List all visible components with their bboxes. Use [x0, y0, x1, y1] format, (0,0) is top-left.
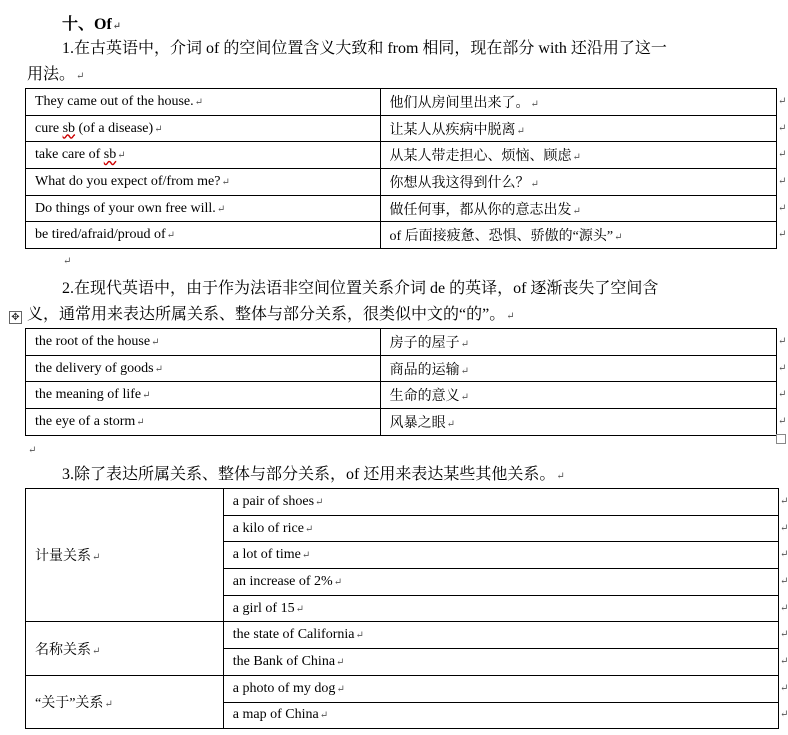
row-end-mark: ↵ — [780, 655, 788, 667]
row-end-mark: ↵ — [780, 709, 788, 721]
paragraph-mark: ↵ — [530, 98, 539, 110]
table-other-relations — [25, 488, 779, 729]
relation-category-cell-text: 计量关系 — [35, 549, 91, 565]
english-phrase-cell — [26, 382, 381, 409]
paragraph-mark: ↵ — [355, 630, 364, 642]
paragraph-mark: ↵ — [166, 230, 176, 242]
paragraph-mark: ↵ — [92, 552, 101, 564]
row-end-mark: ↵ — [780, 682, 788, 694]
chinese-meaning-cell — [380, 142, 777, 169]
example-phrase-cell — [223, 569, 778, 596]
relation-category-cell — [26, 489, 224, 622]
paragraph-mark: ↵ — [446, 418, 455, 430]
table-old-english-body — [26, 89, 777, 249]
row-end-mark: ↵ — [780, 629, 788, 641]
paragraph-mark: ↵ — [92, 645, 101, 657]
table-row — [26, 142, 777, 169]
paragraph-mark: ↵ — [136, 416, 145, 428]
row-end-mark: ↵ — [780, 495, 788, 507]
paragraph-mark: ↵ — [506, 311, 515, 322]
paragraph-mark: ↵ — [319, 710, 329, 722]
para1-line1-text: 1.在古英语中，介词 of 的空间位置含义大致和 from 相同，现在部分 with 还沿用了这一 — [62, 40, 667, 57]
paragraph-mark: ↵ — [315, 496, 324, 508]
example-phrase-cell — [223, 702, 778, 729]
english-phrase-cell — [26, 89, 381, 116]
english-phrase-cell — [26, 329, 381, 356]
row-end-mark: ↵ — [778, 362, 787, 374]
example-phrase-cell — [223, 649, 778, 676]
english-phrase-cell — [26, 115, 381, 142]
relation-category-cell-text: “关于”关系 — [35, 696, 104, 711]
chinese-meaning-cell — [380, 89, 777, 116]
row-end-mark: ↵ — [778, 335, 787, 347]
english-phrase-cell-text: be tired/afraid/proud of — [35, 227, 166, 243]
paragraph-mark: ↵ — [194, 96, 204, 108]
english-phrase-cell-text: the root of the house — [35, 333, 151, 349]
row-end-mark: ↵ — [778, 389, 787, 401]
chinese-meaning-cell — [380, 169, 777, 196]
para1-line2-text: 用法。 — [27, 66, 76, 83]
table-row — [26, 382, 777, 409]
row-end-mark: ↵ — [778, 149, 787, 161]
example-phrase-cell-text: the state of California — [232, 627, 355, 643]
row-end-mark: ↵ — [780, 549, 788, 561]
chinese-meaning-cell-text: 你想从我这得到什么？ — [389, 175, 530, 191]
paragraph-mark: ↵ — [301, 550, 311, 562]
chinese-meaning-cell — [380, 195, 777, 222]
example-phrase-cell-text: a pair of shoes — [232, 493, 315, 509]
example-phrase-cell — [223, 595, 778, 622]
row-end-mark: ↵ — [780, 575, 788, 587]
chinese-meaning-cell-text: 做任何事，都从你的意志出发 — [389, 202, 572, 218]
table-row — [26, 195, 777, 222]
chinese-meaning-cell — [380, 222, 777, 249]
paragraph-mark: ↵ — [221, 176, 230, 188]
paragraph-mark: ↵ — [151, 336, 160, 348]
table-modern-english — [25, 328, 777, 436]
english-phrase-cell-text: cure sb (of a disease) — [35, 120, 154, 136]
english-phrase-cell-text: the delivery of goods — [35, 360, 154, 376]
english-phrase-cell-text: They came out of the house. — [35, 93, 194, 109]
chinese-meaning-cell — [380, 382, 776, 409]
example-phrase-cell-text: a girl of 15 — [232, 600, 295, 616]
paragraph-mark: ↵ — [216, 203, 226, 215]
example-phrase-cell — [223, 515, 778, 542]
table-row — [26, 169, 777, 196]
section-title — [62, 11, 121, 34]
example-phrase-cell-text: a kilo of rice — [232, 520, 304, 536]
paragraph-mark: ↵ — [556, 471, 565, 482]
table-old-english — [25, 88, 777, 249]
para2-line2 — [27, 301, 515, 330]
table-row — [26, 89, 777, 116]
paragraph-mark: ↵ — [530, 178, 539, 190]
paragraph-mark: ↵ — [572, 152, 581, 164]
row-end-mark: ↵ — [780, 522, 788, 534]
table-other-relations-body — [26, 489, 779, 729]
example-phrase-cell — [223, 622, 778, 649]
table-row — [26, 622, 779, 649]
chinese-meaning-cell-text: 商品的运输 — [389, 362, 460, 378]
table-row — [26, 675, 779, 702]
para1-line1 — [62, 35, 667, 62]
table-row — [26, 222, 777, 249]
paragraph-mark: ↵ — [336, 656, 345, 668]
table-row — [26, 355, 777, 382]
english-phrase-cell-text: What do you expect of/from me? — [35, 173, 221, 189]
paragraph-mark: ↵ — [516, 125, 525, 137]
paragraph-mark: ↵ — [460, 365, 469, 377]
chinese-meaning-cell-text: 生命的意义 — [389, 389, 460, 405]
paragraph-mark: ↵ — [460, 392, 469, 404]
chinese-meaning-cell — [380, 115, 777, 142]
row-end-mark: ↵ — [778, 415, 787, 427]
chinese-meaning-cell-text: of 后面接疲惫、恐惧、骄傲的“源头” — [389, 229, 614, 245]
english-phrase-cell — [26, 169, 381, 196]
paragraph-mark: ↵ — [614, 232, 623, 244]
chinese-meaning-cell — [380, 409, 776, 436]
chinese-meaning-cell-text: 房子的屋子 — [389, 335, 460, 351]
paragraph-mark: ↵ — [63, 256, 72, 267]
paragraph-mark: ↵ — [76, 71, 85, 82]
paragraph-mark: ↵ — [295, 603, 304, 615]
example-phrase-cell-text: a photo of my dog — [232, 680, 336, 696]
para2-line1-text: 2.在现代英语中，由于作为法语非空间位置关系介词 de 的英译，of 逐渐丧失了空间含 — [62, 280, 659, 297]
paragraph-mark: ↵ — [154, 363, 163, 375]
para2-line1 — [62, 275, 658, 302]
relation-category-cell — [26, 622, 224, 675]
row-end-mark: ↵ — [778, 122, 787, 134]
table-row — [26, 329, 777, 356]
english-phrase-cell — [26, 195, 381, 222]
example-phrase-cell-text: an increase of 2% — [232, 573, 333, 589]
paragraph-mark: ↵ — [572, 205, 581, 217]
relation-category-cell-text: 名称关系 — [35, 642, 91, 658]
paragraph-mark: ↵ — [117, 150, 126, 162]
english-phrase-cell — [26, 142, 381, 169]
relation-category-cell — [26, 675, 224, 728]
section-title-text: 十、Of — [62, 16, 112, 33]
example-phrase-cell-text: the Bank of China — [232, 653, 336, 669]
english-phrase-cell-text: take care of sb — [35, 147, 117, 163]
row-end-mark: ↵ — [780, 602, 788, 614]
example-phrase-cell — [223, 489, 778, 516]
row-end-mark: ↵ — [778, 175, 787, 187]
example-phrase-cell — [223, 542, 778, 569]
paragraph-mark: ↵ — [336, 683, 345, 695]
chinese-meaning-cell — [380, 355, 776, 382]
para3 — [62, 461, 565, 490]
example-phrase-cell-text: a map of China — [232, 707, 319, 723]
example-phrase-cell-text: a lot of time — [232, 547, 301, 563]
english-phrase-cell — [26, 222, 381, 249]
english-phrase-cell-text: the meaning of life — [35, 387, 142, 403]
chinese-meaning-cell-text: 风暴之眼 — [389, 415, 446, 431]
paragraph-mark: ↵ — [333, 576, 343, 588]
example-phrase-cell — [223, 675, 778, 702]
paragraph-mark: ↵ — [112, 21, 122, 32]
table-row — [26, 409, 777, 436]
chinese-meaning-cell-text: 他们从房间里出来了。 — [389, 95, 530, 111]
chinese-meaning-cell-text: 让某人从疾病中脱离 — [389, 122, 516, 138]
paragraph-mark: ↵ — [104, 699, 113, 710]
paragraph-mark: ↵ — [154, 123, 163, 135]
paragraph-mark: ↵ — [460, 338, 469, 350]
chinese-meaning-cell — [380, 329, 776, 356]
paragraph-mark: ↵ — [304, 523, 314, 535]
table-move-icon[interactable]: ✥ — [9, 311, 22, 324]
english-phrase-cell — [26, 355, 381, 382]
chinese-meaning-cell-text: 从某人带走担心、烦恼、顾虑 — [389, 149, 572, 165]
para1-line2 — [27, 61, 84, 90]
row-end-mark: ↵ — [778, 229, 787, 241]
table-modern-english-body — [26, 329, 777, 436]
table-row — [26, 115, 777, 142]
english-phrase-cell-text: Do things of your own free will. — [35, 200, 216, 216]
english-phrase-cell — [26, 409, 381, 436]
english-phrase-cell-text: the eye of a storm — [35, 413, 136, 429]
table-row — [26, 489, 779, 516]
table-resize-handle[interactable] — [776, 434, 786, 444]
row-end-mark: ↵ — [778, 95, 787, 107]
row-end-mark: ↵ — [778, 202, 787, 214]
para2-line2-text: 义，通常用来表达所属关系、整体与部分关系，很类似中文的“的”。 — [27, 306, 506, 323]
paragraph-mark: ↵ — [142, 390, 151, 402]
para3-text: 3.除了表达所属关系、整体与部分关系，of 还用来表达某些其他关系。 — [62, 466, 556, 483]
paragraph-mark: ↵ — [28, 445, 37, 456]
